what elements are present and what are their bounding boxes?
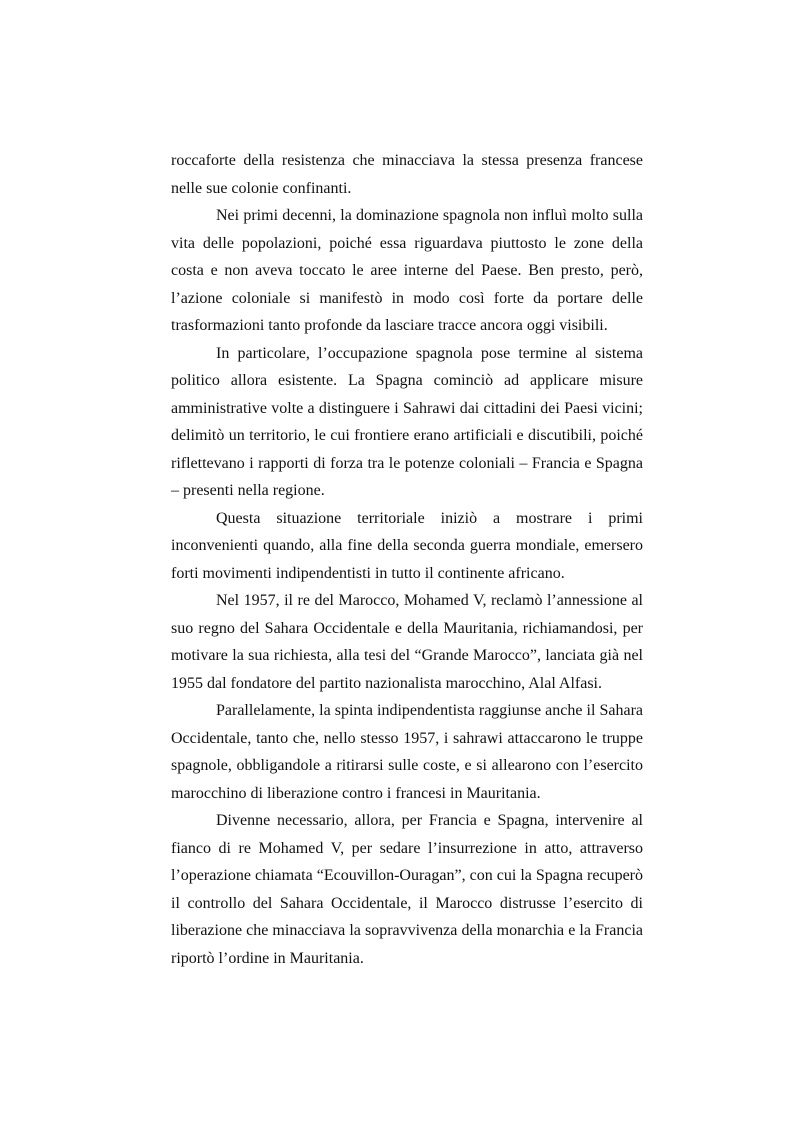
- paragraph-occupazione-spagnola: In particolare, l’occupazione spagnola pose termine al sistema politico allora esistente. La Spagna cominciò ad applicare misure amministrative volte a distinguere i Sahrawi dai cittadini dei Paesi vicini; delimitò un territorio, le cui frontiere erano artificiali e discutibili, poiché riflettevano i rapporti di forza tra le potenze coloniali – Francia e Spagna – presenti nella regione.: [171, 344, 643, 499]
- paragraph-spinta-indipendentista: Parallelamente, la spinta indipendentista raggiunse anche il Sahara Occidentale, tanto che, nello stesso 1957, i sahrawi attaccarono le truppe spagnole, obbligandole a ritirarsi sulle coste, e si allearono con l’esercito marocchino di liberazione contro i francesi in Mauritania.: [171, 702, 643, 802]
- paragraph-continuation: roccaforte della resistenza che minacciava la stessa presenza francese nelle sue colonie confinanti.: [171, 152, 643, 197]
- paragraph-1957-marocco: Nel 1957, il re del Marocco, Mohamed V, reclamò l’annessione al suo regno del Sahara Occidentale e della Mauritania, richiamandosi, per motivare la sua richiesta, alla tesi del “Grande Marocco”, lanciata già nel 1955 dal fondatore del partito nazionalista marocchino, Alal Alfasi.: [171, 592, 643, 692]
- paragraph-ecouvillon-ouragan: Divenne necessario, allora, per Francia e Spagna, intervenire al fianco di re Mohamed V, per sedare l’insurrezione in atto, attraverso l’operazione chiamata “Ecouvillon-Ouragan”, con cui la Spagna recuperò il controllo del Sahara Occidentale, il Marocco distrusse l’esercito di liberazione che minacciava la sopravvivenza della monarchia e la Francia riportò l’ordine in Mauritania.: [171, 812, 643, 967]
- paragraph-dominazione-spagnola: Nei primi decenni, la dominazione spagnola non influì molto sulla vita delle popolazioni, poiché essa riguardava piuttosto le zone della costa e non aveva toccato le aree interne del Paese. Ben presto, però, l’azione coloniale si manifestò in modo così forte da portare delle trasformazioni tanto profonde da lasciare tracce ancora oggi visibili.: [171, 207, 643, 334]
- paragraph-situazione-territoriale: Questa situazione territoriale iniziò a mostrare i primi inconvenienti quando, alla fine della seconda guerra mondiale, emersero forti movimenti indipendentisti in tutto il continente africano.: [171, 509, 643, 582]
- body-text: [171, 147, 643, 972]
